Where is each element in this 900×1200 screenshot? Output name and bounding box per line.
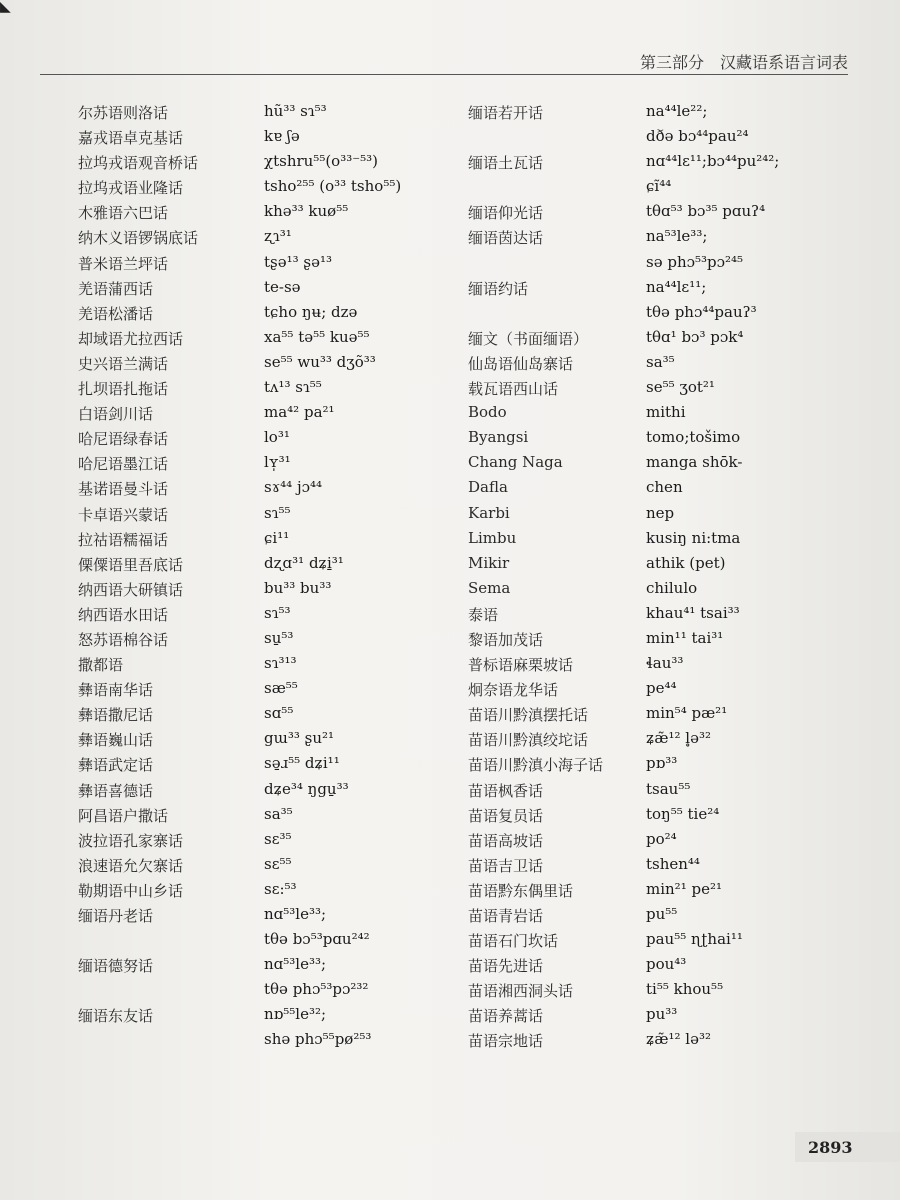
word-value: lʏ̩³¹ — [264, 453, 291, 472]
language-label: 白语剑川话 — [78, 405, 154, 424]
word-value: toŋ⁵⁵ tie²⁴ — [646, 804, 720, 823]
language-label: 基诺语曼斗话 — [78, 480, 169, 499]
language-label: Byangsi — [468, 428, 529, 447]
language-label: 苗语黔东偶里话 — [468, 881, 574, 900]
word-value: min¹¹ tai³¹ — [646, 628, 724, 647]
word-value: se⁵⁵ wu³³ dʒõ³³ — [264, 352, 376, 371]
word-value: nɑ⁵³le³³; — [264, 955, 327, 974]
language-label: 苗语枫香话 — [468, 781, 544, 800]
word-value: nɒ⁵⁵le³²; — [264, 1005, 327, 1024]
language-label: 炯奈语龙华话 — [468, 681, 559, 700]
word-value: min⁵⁴ pæ²¹ — [646, 704, 728, 723]
word-value: ma⁴² pa²¹ — [264, 403, 335, 422]
language-label: 苗语复员话 — [468, 806, 544, 825]
language-label: 苗语湘西洞头话 — [468, 982, 574, 1001]
language-label: 黎语加茂话 — [468, 630, 544, 649]
word-value: mithi — [646, 403, 686, 422]
language-label: 纳木义语锣锅底话 — [78, 229, 199, 248]
word-value: dʑe³⁴ ŋgu̱³³ — [264, 779, 349, 798]
language-label: Chang Naga — [468, 453, 563, 472]
word-value: tθə phɔ⁴⁴pauʔ³ — [646, 302, 757, 321]
word-value: tθə bɔ⁵³pɑu²⁴² — [264, 930, 370, 949]
word-value: pau⁵⁵ ɳʈhai¹¹ — [646, 930, 743, 949]
language-label: 苗语宗地话 — [468, 1032, 544, 1051]
language-label: 傈僳语里吾底话 — [78, 555, 184, 574]
word-value: chen — [646, 478, 683, 497]
language-label: 苗语先进话 — [468, 957, 544, 976]
language-label: 勒期语中山乡话 — [78, 881, 184, 900]
language-label: 羌语松潘话 — [78, 304, 154, 323]
language-label: Dafla — [468, 478, 508, 497]
word-value: lo³¹ — [264, 428, 290, 447]
word-value: tʌ¹³ sɿ⁵⁵ — [264, 378, 322, 397]
word-value: χtshru⁵⁵(o³³⁻⁵³) — [264, 152, 379, 171]
language-label: 浪速语允欠寨话 — [78, 856, 184, 875]
word-value: khau⁴¹ tsai³³ — [646, 603, 740, 622]
word-value: ti⁵⁵ khou⁵⁵ — [646, 980, 724, 999]
language-label: Sema — [468, 578, 511, 597]
word-value: dðə bɔ⁴⁴pau²⁴ — [646, 127, 749, 146]
language-label: Bodo — [468, 403, 507, 422]
word-value: min²¹ pe²¹ — [646, 879, 722, 898]
language-label: 史兴语兰满话 — [78, 354, 169, 373]
word-value: su̱⁵³ — [264, 628, 294, 647]
language-label: 却域语尤拉西话 — [78, 329, 184, 348]
language-label: 木雅语六巴话 — [78, 204, 169, 223]
word-value: pu³³ — [646, 1005, 678, 1024]
corner-mark: ◣ — [0, 0, 11, 15]
language-label: 彝语喜德话 — [78, 781, 154, 800]
language-label: Mikir — [468, 553, 510, 572]
running-header — [40, 50, 848, 80]
language-label: 缅语仰光话 — [468, 204, 544, 223]
word-value: sɛ:⁵³ — [264, 879, 297, 898]
word-value: sæ⁵⁵ — [264, 679, 298, 698]
header-text: 第三部分 汉藏语系语言词表 — [639, 53, 848, 72]
language-label: 彝语撒尼话 — [78, 706, 154, 725]
language-label: 苗语青岩话 — [468, 907, 544, 925]
language-label: 拉坞戎语观音桥话 — [78, 154, 199, 173]
word-value: sɛ³⁵ — [264, 829, 292, 848]
language-label: Limbu — [468, 528, 517, 547]
language-label: 羌语蒲西话 — [78, 279, 154, 298]
language-label: Karbi — [468, 503, 510, 522]
word-value: khə³³ kuø⁵⁵ — [264, 202, 349, 221]
language-label: 缅语土瓦话 — [468, 154, 544, 173]
word-value: gɯ³³ ʂu²¹ — [264, 729, 335, 748]
page-number: 2893 — [808, 1138, 853, 1157]
word-value: na⁴⁴lɛ¹¹; — [646, 277, 707, 296]
language-label: 彝语武定话 — [78, 756, 154, 775]
word-value: sa³⁵ — [646, 352, 675, 371]
word-value: chilulo — [646, 578, 698, 597]
language-label: 苗语养蒿话 — [468, 1007, 544, 1026]
language-label: 缅语东友话 — [78, 1007, 154, 1026]
language-label: 纳西语大研镇话 — [78, 580, 184, 599]
language-label: 撒都语 — [78, 656, 124, 675]
word-value: na⁵³le³³; — [646, 227, 708, 246]
word-value: sɤ⁴⁴ jɔ⁴⁴ — [264, 478, 323, 497]
word-value: nɑ⁵³le³³; — [264, 905, 327, 923]
word-value: dʐɑ³¹ dʑi̱³¹ — [264, 553, 344, 572]
word-value: pɒ³³ — [646, 754, 678, 773]
language-label: 缅文（书面缅语） — [468, 329, 589, 348]
language-label: 阿昌语户撒话 — [78, 806, 169, 825]
language-label: 缅语德努话 — [78, 957, 154, 976]
word-value: ɬau³³ — [646, 654, 684, 673]
language-label: 仙岛语仙岛寨话 — [468, 354, 574, 373]
word-value: se⁵⁵ ʒot²¹ — [646, 378, 715, 397]
language-label: 缅语丹老话 — [78, 907, 154, 925]
language-label: 苗语高坡话 — [468, 831, 544, 850]
word-value: hũ³³ sɿ⁵³ — [264, 102, 327, 120]
language-label: 尔苏语则洛话 — [78, 104, 169, 122]
word-value: sə phɔ⁵³pɔ²⁴⁵ — [646, 252, 744, 271]
language-label: 普米语兰坪话 — [78, 254, 169, 273]
word-value: ɕĩ⁴⁴ — [646, 177, 672, 196]
language-label: 普标语麻栗坡话 — [468, 656, 574, 675]
word-value: nɑ⁴⁴lɛ¹¹;bɔ⁴⁴pu²⁴²; — [646, 152, 780, 171]
language-label: 拉祜语糯福话 — [78, 530, 169, 549]
word-value: tsho²⁵⁵ (o³³ tsho⁵⁵) — [264, 177, 402, 196]
language-label: 缅语若开话 — [468, 104, 544, 122]
word-value: shə phɔ⁵⁵pø²⁵³ — [264, 1030, 372, 1049]
word-value: sɑ⁵⁵ — [264, 704, 294, 723]
word-value: tshen⁴⁴ — [646, 854, 700, 873]
word-value: manga shōk- — [646, 453, 743, 472]
word-value: na⁴⁴le²²; — [646, 102, 708, 120]
word-value: te-sə — [264, 277, 301, 296]
language-label: 缅语茵达话 — [468, 229, 544, 248]
word-value: nep — [646, 503, 675, 522]
language-label: 苗语石门坎话 — [468, 932, 559, 951]
language-label: 嘉戎语卓克基话 — [78, 129, 184, 148]
word-value: tθə phɔ⁵³pɔ²³² — [264, 980, 369, 999]
word-value: sɿ⁵³ — [264, 603, 291, 622]
word-value: bu³³ bu³³ — [264, 578, 332, 597]
language-label: 载瓦语西山话 — [468, 380, 559, 399]
word-value: pe⁴⁴ — [646, 679, 677, 698]
word-value: tʂə¹³ ʂə¹³ — [264, 252, 332, 271]
header-rule — [40, 74, 848, 75]
language-label: 拉坞戎语业隆话 — [78, 179, 184, 198]
word-value: sɿ³¹³ — [264, 654, 297, 673]
language-label: 卡卓语兴蒙话 — [78, 505, 169, 524]
word-value: sə̱ɹ⁵⁵ dʑi¹¹ — [264, 754, 340, 773]
word-value: ʑæ̃¹² l̥ə³² — [646, 729, 711, 748]
language-label: 哈尼语墨江话 — [78, 455, 169, 474]
language-label: 怒苏语棉谷话 — [78, 630, 169, 649]
word-value: sɿ⁵⁵ — [264, 503, 291, 522]
word-value: kusiŋ ni:tma — [646, 528, 741, 547]
language-label: 哈尼语绿春话 — [78, 430, 169, 449]
word-value: ɕi¹¹ — [264, 528, 290, 547]
word-value: tomo;tošimo — [646, 428, 741, 447]
word-value: ʐɿ³¹ — [264, 227, 292, 246]
language-label: 波拉语孔家寨话 — [78, 831, 184, 850]
word-value: pu⁵⁵ — [646, 905, 678, 923]
word-value: xa⁵⁵ tə⁵⁵ kuə⁵⁵ — [264, 327, 370, 346]
language-label: 缅语约话 — [468, 279, 529, 298]
language-label: 苗语川黔滇小海子话 — [468, 756, 604, 775]
word-value: kɐ ʃə — [264, 127, 300, 146]
word-value: tθɑ⁵³ bɔ³⁵ pɑuʔ⁴ — [646, 202, 766, 221]
language-label: 扎坝语扎拖话 — [78, 380, 169, 399]
language-label: 彝语巍山话 — [78, 731, 154, 750]
word-value: tsau⁵⁵ — [646, 779, 691, 798]
word-value: ʑæ̃¹² lə³² — [646, 1030, 711, 1049]
language-label: 泰语 — [468, 605, 499, 624]
language-label: 苗语吉卫话 — [468, 856, 544, 875]
language-label: 纳西语水田话 — [78, 605, 169, 624]
language-label: 苗语川黔滇摆托话 — [468, 706, 589, 725]
language-label: 苗语川黔滇绞坨话 — [468, 731, 589, 750]
word-value: sa³⁵ — [264, 804, 293, 823]
word-value: tθɑ¹ bɔ³ pɔk⁴ — [646, 327, 744, 346]
word-value: po²⁴ — [646, 829, 677, 848]
word-value: sɛ⁵⁵ — [264, 854, 292, 873]
word-value: tɕho ŋʉ; dzə — [264, 302, 358, 321]
word-value: pou⁴³ — [646, 955, 687, 974]
language-label: 彝语南华话 — [78, 681, 154, 700]
word-value: athik (pet) — [646, 553, 726, 572]
